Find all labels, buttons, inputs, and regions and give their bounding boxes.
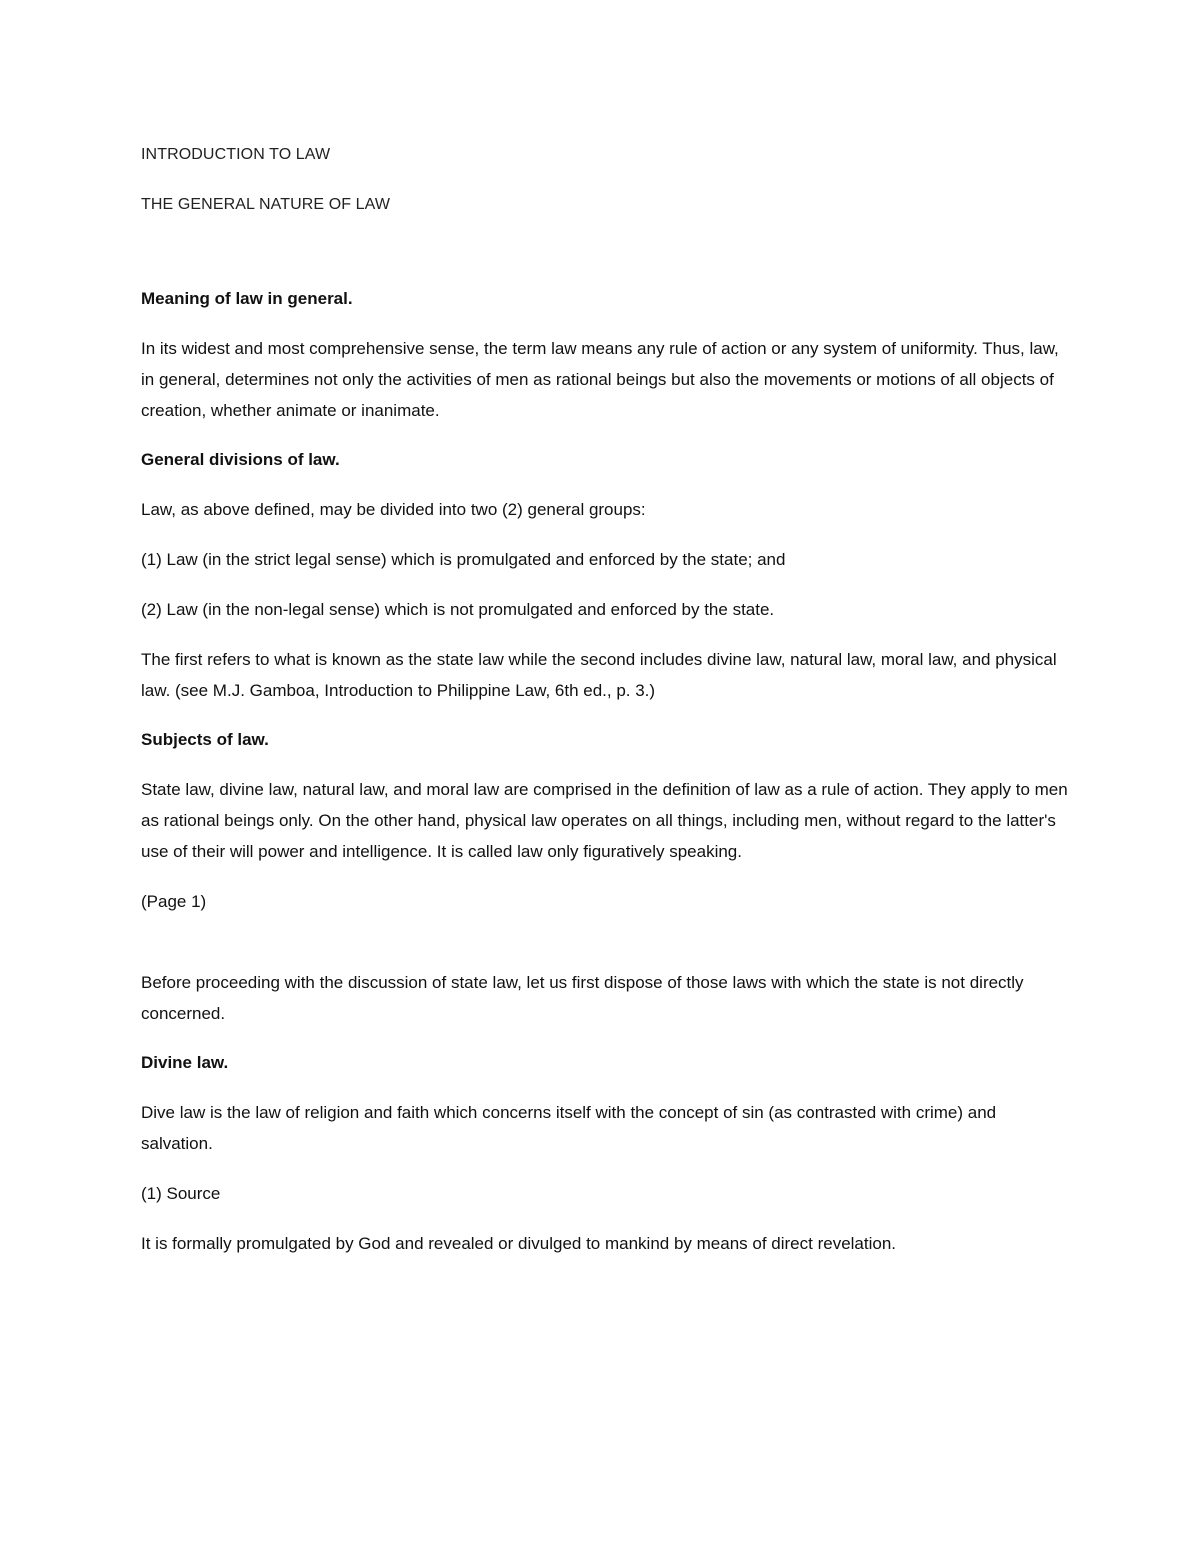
- document-subtitle: THE GENERAL NATURE OF LAW: [141, 196, 391, 213]
- paragraph-before: Before proceeding with the discussion of state law, let us first dispose of those laws with which the state is not directly concerned.: [141, 973, 1024, 1023]
- section-heading-divisions: General divisions of law.: [141, 450, 340, 469]
- document-body: [141, 140, 1071, 1259]
- paragraph-divisions-intro: Law, as above defined, may be divided into two (2) general groups:: [141, 500, 646, 519]
- section-heading-subjects: Subjects of law.: [141, 730, 269, 749]
- list-item-source-label: (1) Source: [141, 1184, 221, 1203]
- document-title: INTRODUCTION TO LAW: [141, 146, 331, 163]
- list-item-division-2: (2) Law (in the non-legal sense) which is not promulgated and enforced by the state.: [141, 600, 775, 619]
- section-heading-meaning: Meaning of law in general.: [141, 289, 353, 308]
- paragraph-subjects: State law, divine law, natural law, and moral law are comprised in the definition of law as a rule of action. They apply to men as rational beings only. On the other hand, physical law operates on all things, including men, without regard to the latter's use of their will power and intelligence. It is called law only figuratively speaking.: [141, 780, 1068, 861]
- section-heading-divine: Divine law.: [141, 1053, 229, 1072]
- paragraph-divisions-note: The first refers to what is known as the state law while the second includes divine law, natural law, moral law, and physical law. (see M.J. Gamboa, Introduction to Philippine Law, 6th ed., p. 3.): [141, 650, 1057, 700]
- page-marker: (Page 1): [141, 892, 207, 911]
- list-item-division-1: (1) Law (in the strict legal sense) which is promulgated and enforced by the state; and: [141, 550, 786, 569]
- paragraph-meaning: In its widest and most comprehensive sense, the term law means any rule of action or any system of uniformity. Thus, law, in general, determines not only the activities of men as rational beings but also the movements or motions of all objects of creation, whether animate or inanimate.: [141, 339, 1059, 420]
- paragraph-divine: Dive law is the law of religion and faith which concerns itself with the concept of sin (as contrasted with crime) and salvation.: [141, 1103, 997, 1153]
- paragraph-source: It is formally promulgated by God and revealed or divulged to mankind by means of direct revelation.: [141, 1234, 897, 1253]
